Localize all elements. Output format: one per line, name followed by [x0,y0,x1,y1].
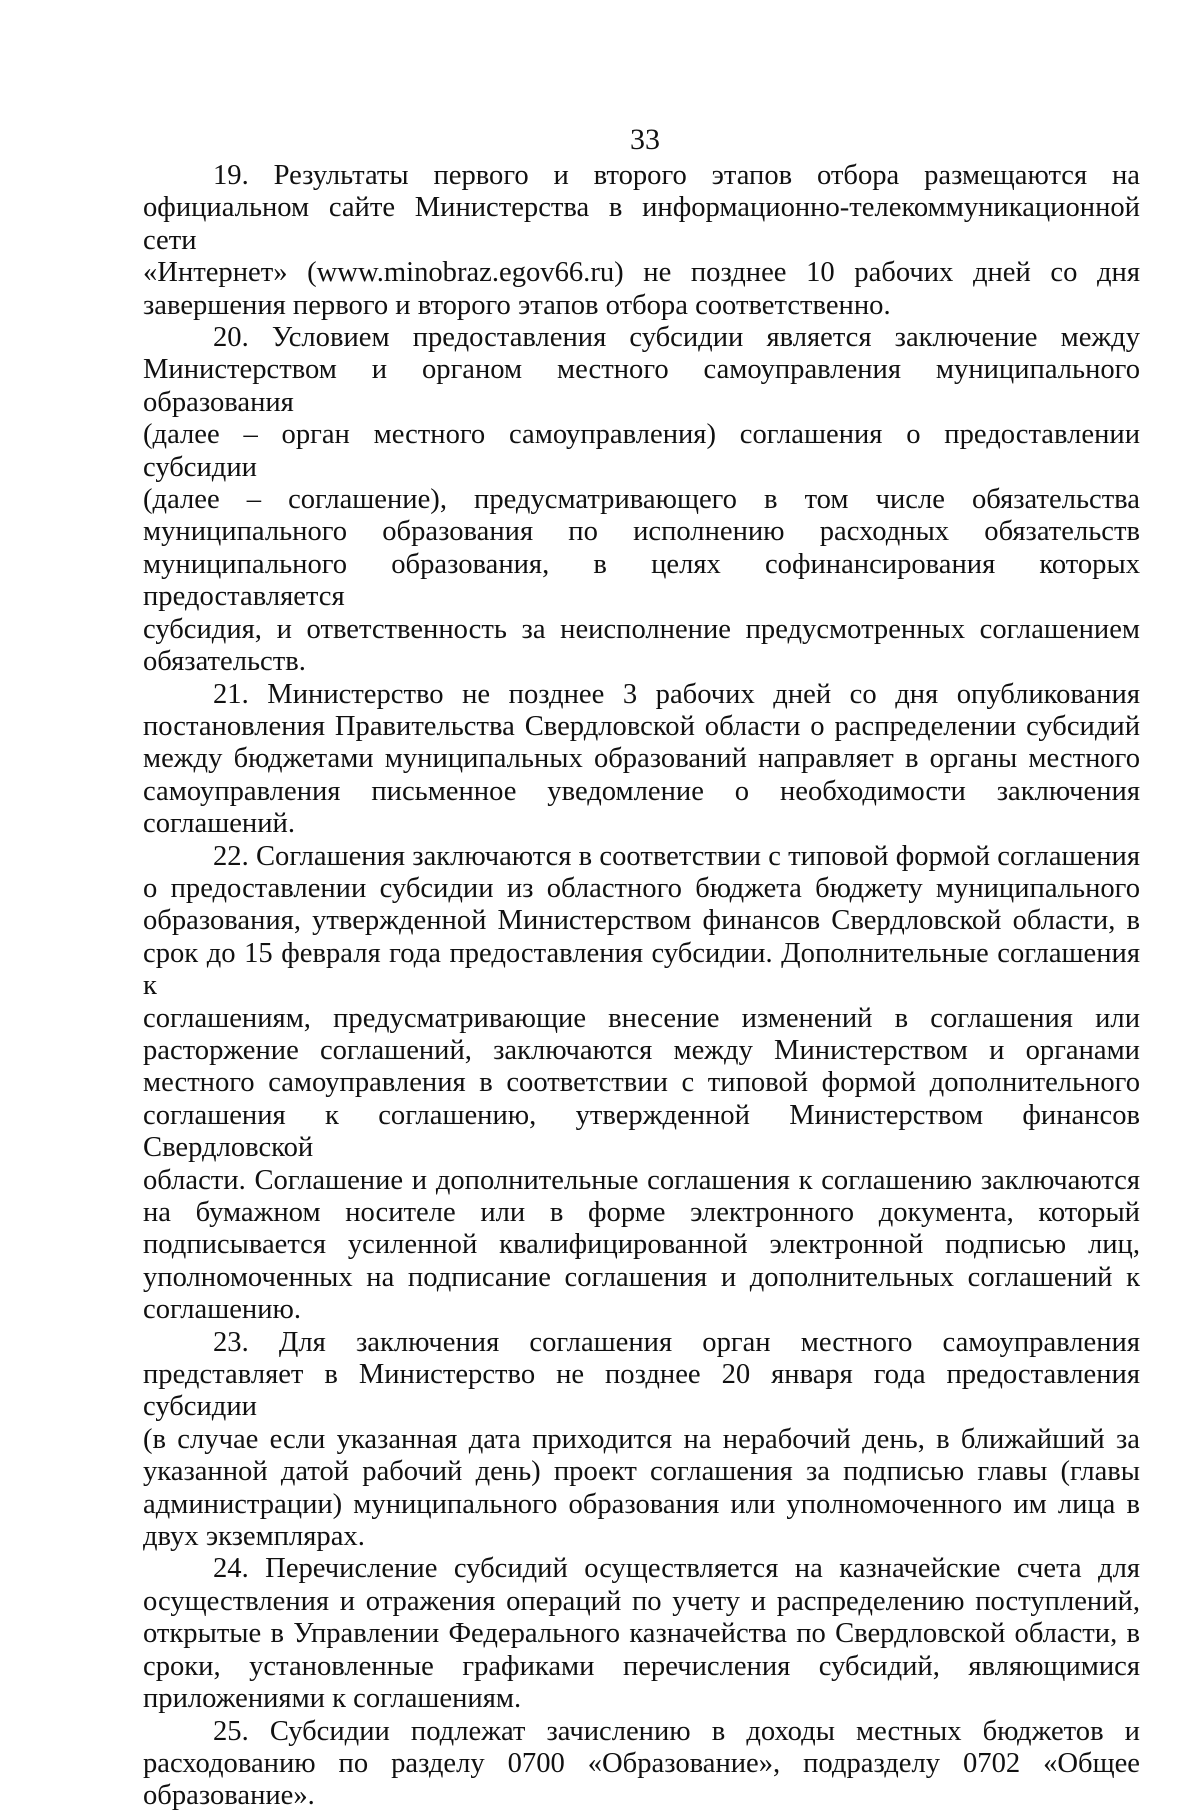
text-line: 21. Министерство не позднее 3 рабочих дней со дня опубликования [213,678,1140,710]
text-line: постановления Правительства Свердловской области о распределении субсидий [143,710,1140,742]
text-line: официальном сайте Министерства в информационно-телекоммуникационной сети [143,192,1140,256]
text-line: открытые в Управлении Федерального казначейства по Свердловской области, в [143,1618,1140,1650]
text-line: «Интернет» (www.minobraz.egov66.ru) не позднее 10 рабочих дней со дня [143,257,1140,289]
text-line: уполномоченных на подписание соглашения и дополнительных соглашений к [143,1261,1140,1293]
text-line: обязательств. [143,646,306,678]
text-line: 24. Перечисление субсидий осуществляется на казначейские счета для [213,1553,1140,1585]
text-line: 22. Соглашения заключаются в соответствии с типовой формой соглашения [213,840,1140,872]
paragraph-19 [143,160,1140,322]
text-line: образования, утвержденной Министерством финансов Свердловской области, в [143,905,1140,937]
paragraph-21 [143,679,1140,841]
text-line: 19. Результаты первого и второго этапов отбора размещаются на [213,160,1140,191]
text-line: местного самоуправления в соответствии с типовой формой дополнительного [143,1067,1140,1099]
text-line: области. Соглашение и дополнительные соглашения к соглашению заключаются [143,1164,1140,1196]
text-line: указанной датой рабочий день) проект соглашения за подписью главы (главы [143,1456,1140,1488]
text-line: 23. Для заключения соглашения орган местного самоуправления [213,1326,1140,1358]
paragraph-23 [143,1327,1140,1554]
text-line: на бумажном носителе или в форме электронного документа, который [143,1197,1140,1228]
text-line: 20. Условием предоставления субсидии является заключение между [213,322,1140,354]
text-line: соглашений. [143,808,295,840]
paragraph-22 [143,841,1140,1327]
text-line: о предоставлении субсидии из областного бюджета бюджету муниципального [143,872,1140,904]
paragraph-25 [143,1716,1140,1813]
paragraph-20 [143,322,1140,678]
text-line: муниципального образования по исполнению расходных обязательств [143,516,1140,548]
text-line: (далее – соглашение), предусматривающего в том числе обязательства [143,484,1140,516]
paragraph-24 [143,1553,1140,1715]
text-line: Министерством и органом местного самоуправления муниципального образования [143,354,1140,418]
text-line: приложениями к соглашениям. [143,1683,522,1715]
text-line: между бюджетами муниципальных образований направляет в органы местного [143,743,1140,775]
text-line: 25. Субсидии подлежат зачислению в доходы местных бюджетов и [213,1715,1140,1747]
text-line: подписывается усиленной квалифицированной электронной подписью лиц, [143,1229,1140,1261]
text-line: двух экземплярах. [143,1521,365,1553]
text-line: расходованию по разделу 0700 «Образование», подразделу 0702 «Общее [143,1747,1140,1779]
text-line: (в случае если указанная дата приходится на нерабочий день, в ближайший за [143,1423,1140,1455]
text-line: самоуправления письменное уведомление о необходимости заключения [143,775,1140,807]
text-line: завершения первого и второго этапов отбора соответственно. [143,289,891,321]
text-line: субсидия, и ответственность за неисполнение предусмотренных соглашением [143,613,1140,645]
text-line: представляет в Министерство не позднее 20 января года предоставления субсидии [143,1359,1140,1423]
text-line: образование». [143,1780,315,1812]
text-line: (далее – орган местного самоуправления) соглашения о предоставлении субсидии [143,419,1140,483]
text-line: соглашению. [143,1294,302,1326]
text-line: сроки, установленные графиками перечисления субсидий, являющимися [143,1650,1140,1682]
text-line: осуществления и отражения операций по учету и распределению поступлений, [143,1585,1140,1617]
document-body [143,160,1140,1813]
text-line: администрации) муниципального образования или уполномоченного им лица в [143,1488,1140,1520]
text-line: расторжение соглашений, заключаются между Министерством и органами [143,1034,1140,1066]
text-line: срок до 15 февраля года предоставления субсидии. Дополнительные соглашения к [143,937,1140,1002]
text-line: соглашениям, предусматривающие внесение изменений в соглашения или [143,1002,1140,1034]
page-number: 33 [630,123,660,156]
text-line: соглашения к соглашению, утвержденной Министерством финансов Свердловской [143,1099,1140,1164]
text-line: муниципального образования, в целях софинансирования которых предоставляется [143,548,1140,613]
